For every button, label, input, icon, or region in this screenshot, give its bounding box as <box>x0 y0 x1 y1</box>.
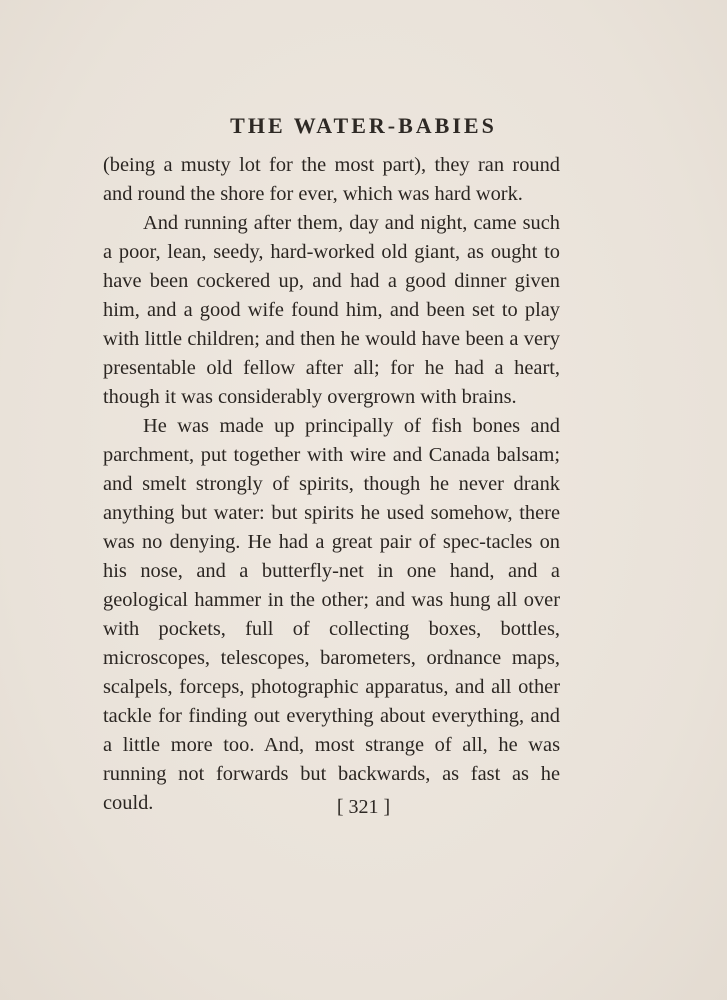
page-number: [ 321 ] <box>336 796 391 818</box>
paragraph-3: He was made up principally of fish bones and parchment, put together with wire and Canada balsam; and smelt strongly of spirits, though he never drank anything but water: but spirits he used somehow, there was no denying. He had a great pair of spec-tacles on his nose, and a butterfly-net in one hand, and a geological hammer in the other; and was hung all over with pockets, full of collecting boxes, bottles, microscopes, telescopes, barometers, ordnance maps, scalpels, forceps, photographic apparatus, and all other tackle for finding out everything about everything, and a little more too. And, most strange of all, he was running not forwards but backwards, as fast as he could. <box>103 415 560 814</box>
paragraph-2: And running after them, day and night, came such a poor, lean, seedy, hard-worked old giant, as ought to have been cockered up, and had a good dinner given him, and a good wife found him, and been set to play with little children; and then he would have been a very presentable old fellow after all; for he had a heart, though it was considerably overgrown with brains. <box>103 212 560 408</box>
running-head: THE WATER-BABIES <box>230 113 497 138</box>
paragraph-1: (being a musty lot for the most part), they ran round and round the shore for ever, which was hard work. <box>103 154 560 205</box>
body-text <box>103 151 560 818</box>
